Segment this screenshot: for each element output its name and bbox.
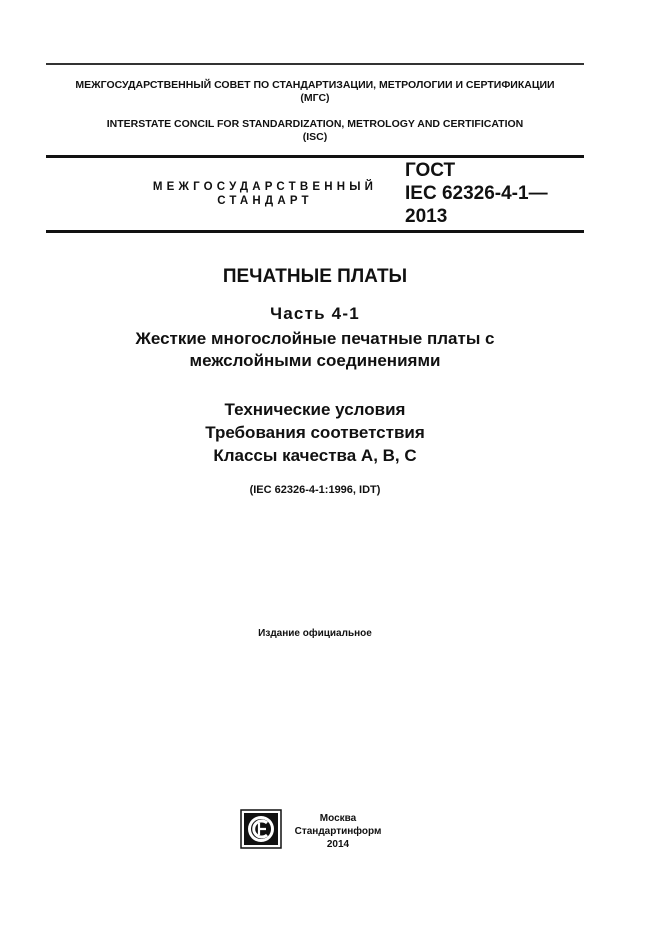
imprint-city: Москва xyxy=(319,813,357,824)
gost-line3: 2013 xyxy=(405,206,448,227)
subtitle-line1: Жесткие многослойные печатные платы с xyxy=(135,329,495,348)
gost-line2: IEC 62326-4-1— xyxy=(405,183,548,204)
subtitle-line2: межслойными соединениями xyxy=(189,351,441,370)
spec-line2: Требования соответствия xyxy=(205,423,425,442)
spec-line3: Классы качества А, В, С xyxy=(213,446,417,465)
top-rule xyxy=(46,63,584,65)
header-bottom-rule xyxy=(46,230,584,233)
header-top-rule xyxy=(46,155,584,158)
spec-line1: Технические условия xyxy=(224,400,406,419)
iec-reference: (IEC 62326-4-1:1996, IDT) xyxy=(249,484,381,496)
interstate-line1: МЕЖГОСУДАРСТВЕННЫЙ xyxy=(152,181,378,193)
specification-block xyxy=(46,398,584,467)
official-edition: Издание официальное xyxy=(258,628,372,639)
council-name-ru xyxy=(46,79,584,105)
imprint-publisher: Стандартинформ xyxy=(294,826,382,837)
council-ru-abbrev: (МГС) xyxy=(300,92,330,104)
document-part: Часть 4-1 xyxy=(270,304,360,323)
gost-designation xyxy=(405,159,548,228)
standartinform-logo-icon xyxy=(240,809,282,849)
interstate-line2: СТАНДАРТ xyxy=(217,195,313,207)
publisher-imprint xyxy=(288,812,388,851)
document-title: ПЕЧАТНЫЕ ПЛАТЫ xyxy=(222,266,408,287)
interstate-standard-label xyxy=(140,180,390,208)
council-en-abbrev: (ISC) xyxy=(302,131,328,143)
document-subtitle xyxy=(46,328,584,372)
gost-line1: ГОСТ xyxy=(405,160,456,181)
imprint-year: 2014 xyxy=(326,839,350,850)
council-name-en xyxy=(46,118,584,144)
council-en-line1: INTERSTATE CONCIL FOR STANDARDIZATION, METROLOGY AND CERTIFICATION xyxy=(106,118,524,130)
council-ru-line1: МЕЖГОСУДАРСТВЕННЫЙ СОВЕТ ПО СТАНДАРТИЗАЦИИ, МЕТРОЛОГИИ И СЕРТИФИКАЦИИ xyxy=(75,79,555,91)
